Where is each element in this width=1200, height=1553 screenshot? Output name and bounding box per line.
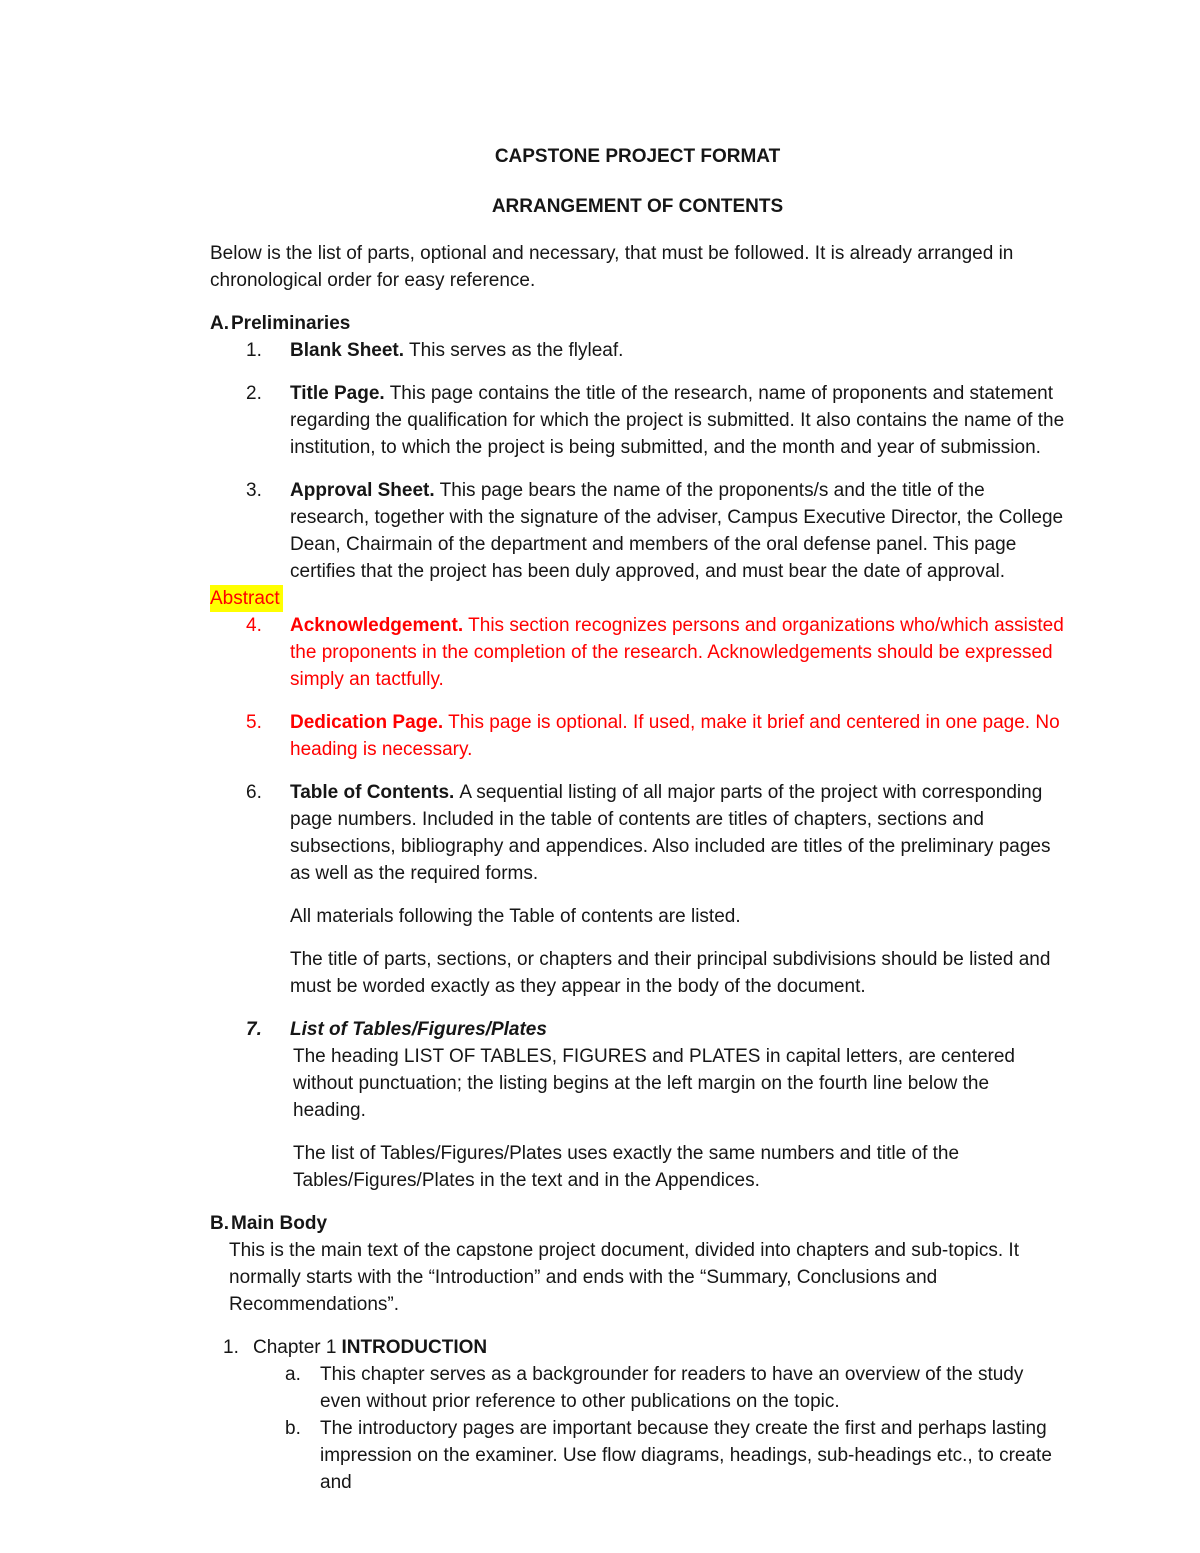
abstract-annotation-row [210, 585, 1065, 612]
item-title: Blank Sheet. [290, 340, 405, 361]
item-number: 7. [246, 1019, 262, 1040]
list-item-title-page [246, 380, 1065, 461]
item-body [290, 709, 1065, 763]
item-body [290, 612, 1065, 693]
item-text: This chapter serves as a backgrounder for readers to have an overview of the study even without prior reference to other publications on the topic. [320, 1364, 1024, 1412]
abstract-highlight: Abstract [210, 585, 283, 612]
chapter-point-b [285, 1415, 1065, 1496]
item-text: This page contains the title of the research, name of proponents and statement regarding the qualification for which the project is submitted. It also contains the name of the institution, to which the project is being submitted, and the month and year of submission. [290, 383, 1065, 458]
item-title: Dedication Page. [290, 712, 444, 733]
item-text: A sequential listing of all major parts of the project with corresponding page numbers. Included in the table of contents are titles of chapters, sections and subsections, bibliography and appendices. Also included are titles of the preliminary pages as well as the required forms. [290, 782, 1051, 884]
item-body [290, 779, 1065, 1000]
doc-title: CAPSTONE PROJECT FORMAT [494, 146, 781, 167]
intro-paragraph: Below is the list of parts, optional and necessary, that must be followed. It is already arranged in chronological order for easy reference. [210, 243, 1014, 291]
item-body [290, 1016, 1065, 1194]
item-number: b. [285, 1418, 301, 1439]
chapter-1-row [223, 1334, 1065, 1361]
chapter-title: INTRODUCTION [341, 1337, 488, 1358]
item-sub-paragraph: The heading LIST OF TABLES, FIGURES and PLATES in capital letters, are centered without punctuation; the listing begins at the left margin on the fourth line below the heading. [293, 1046, 1015, 1121]
list-item-acknowledgement [246, 612, 1065, 693]
item-title: Approval Sheet. [290, 480, 435, 501]
item-title: Title Page. [290, 383, 385, 404]
item-number: 2. [246, 383, 262, 404]
doc-subtitle: ARRANGEMENT OF CONTENTS [491, 196, 784, 217]
item-title: Table of Contents. [290, 782, 455, 803]
item-body [290, 380, 1065, 461]
section-b-heading: Main Body [231, 1213, 328, 1234]
section-b-label: B. [210, 1213, 229, 1234]
item-number: 5. [246, 712, 262, 733]
item-number: 4. [246, 615, 262, 636]
list-item-blank-sheet [246, 337, 1065, 364]
item-number: 6. [246, 782, 262, 803]
list-item-dedication-page [246, 709, 1065, 763]
chapter-title-line [253, 1334, 487, 1361]
item-title: Acknowledgement. [290, 615, 464, 636]
item-number: a. [285, 1364, 301, 1385]
item-number: 1. [223, 1337, 239, 1358]
section-b-heading-row [210, 1210, 1065, 1237]
chapter-prefix: Chapter 1 [253, 1337, 337, 1358]
item-number: 1. [246, 340, 262, 361]
item-title: List of Tables/Figures/Plates [290, 1019, 547, 1040]
item-number: 3. [246, 480, 262, 501]
list-item-table-of-contents [246, 779, 1065, 1000]
item-text: The introductory pages are important because they create the first and perhaps lasting impression on the examiner. Use flow diagrams, headings, sub-headings etc., to create and [320, 1418, 1052, 1493]
section-a-heading-row [210, 310, 1065, 337]
list-item-list-of-tables [246, 1016, 1065, 1194]
chapter-point-a [285, 1361, 1065, 1415]
section-b-paragraph: This is the main text of the capstone project document, divided into chapters and sub-topics. It normally starts with the “Introduction” and ends with the “Summary, Conclusions and Recommendations”. [229, 1240, 1019, 1315]
section-a-heading: Preliminaries [231, 313, 351, 334]
item-sub-paragraph: The title of parts, sections, or chapters and their principal subdivisions should be listed and must be worded exactly as they appear in the body of the document. [290, 949, 1051, 997]
item-text: This section recognizes persons and organizations who/which assisted the proponents in the completion of the research. Acknowledgements should be expressed simply an tactfully. [290, 615, 1064, 690]
list-item-approval-sheet [246, 477, 1065, 585]
item-text: This serves as the flyleaf. [409, 340, 624, 361]
item-sub-paragraph: All materials following the Table of contents are listed. [290, 906, 741, 927]
item-body [290, 337, 1065, 364]
item-text: This page is optional. If used, make it brief and centered in one page. No heading is necessary. [290, 712, 1060, 760]
item-body [290, 477, 1065, 585]
section-a-label: A. [210, 313, 229, 334]
item-sub-paragraph: The list of Tables/Figures/Plates uses exactly the same numbers and title of the Tables/Figures/Plates in the text and in the Appendices. [293, 1143, 960, 1191]
item-text: This page bears the name of the proponents/s and the title of the research, together with the signature of the adviser, Campus Executive Director, the College Dean, Chairmain of the department and members of the oral defense panel. This page certifies that the project has been duly approved, and must bear the date of approval. [290, 480, 1064, 582]
